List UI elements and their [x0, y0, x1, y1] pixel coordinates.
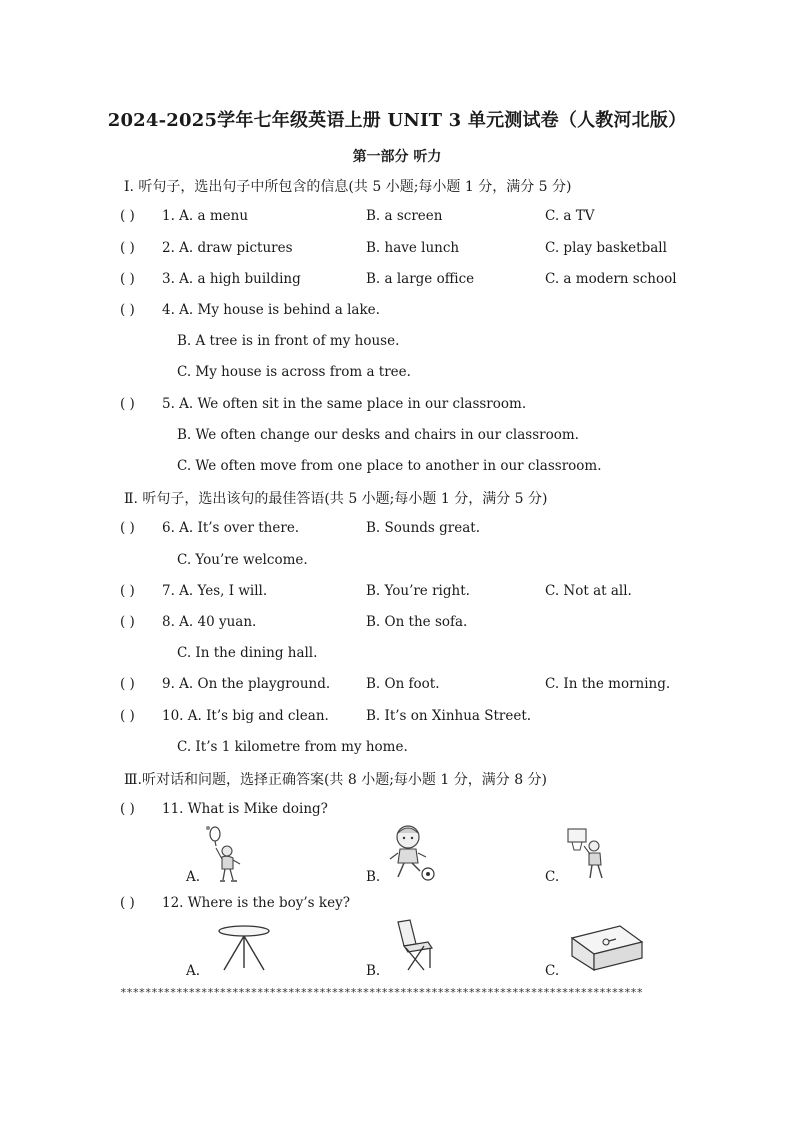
- answer-blank[interactable]: ( ): [120, 208, 135, 224]
- question-text: 3. A. a high building: [162, 271, 301, 287]
- option-b: B. Sounds great.: [366, 520, 480, 536]
- option-c: C. a modern school: [545, 271, 677, 287]
- option-b: B. We often change our desks and chairs in our classroom.: [177, 427, 579, 443]
- option-b: B. a large office: [366, 271, 475, 287]
- question-text: 12. Where is the boy’s key?: [162, 895, 350, 911]
- boy-kicking-ball-icon: [384, 823, 438, 883]
- question-text: 11. What is Mike doing?: [162, 801, 328, 817]
- answer-blank[interactable]: ( ): [120, 801, 135, 817]
- basketball-hoop-icon: [566, 826, 614, 882]
- option-b: B. a screen: [366, 208, 443, 224]
- option-c: C. a TV: [545, 208, 595, 224]
- answer-blank[interactable]: ( ): [120, 895, 135, 911]
- option-b: B. You’re right.: [366, 583, 470, 599]
- section-heading-1: Ⅰ. 听句子，选出句子中所包含的信息(共 5 小题;每小题 1 分，满分 5 分): [124, 179, 572, 195]
- option-b: B. On foot.: [366, 676, 440, 692]
- separator-line: ************************************************************************************: [120, 986, 643, 999]
- option-c: C. It’s 1 kilometre from my home.: [177, 739, 408, 755]
- option-c-label: C.: [545, 963, 560, 979]
- answer-blank[interactable]: ( ): [120, 240, 135, 256]
- option-c: C. You’re welcome.: [177, 552, 308, 568]
- tennis-player-icon: [203, 824, 249, 884]
- option-b: B. A tree is in front of my house.: [177, 333, 400, 349]
- question-text: 2. A. draw pictures: [162, 240, 293, 256]
- option-c: C. In the dining hall.: [177, 645, 318, 661]
- option-c: C. play basketball: [545, 240, 667, 256]
- option-c-label: C.: [545, 869, 560, 885]
- section-heading-2: Ⅱ. 听句子，选出该句的最佳答语(共 5 小题;每小题 1 分，满分 5 分): [124, 491, 548, 507]
- option-b: B. On the sofa.: [366, 614, 468, 630]
- option-b: B. It’s on Xinhua Street.: [366, 708, 532, 724]
- answer-blank[interactable]: ( ): [120, 583, 135, 599]
- option-b-label: B.: [366, 869, 381, 885]
- option-b-label: B.: [366, 963, 381, 979]
- answer-blank[interactable]: ( ): [120, 396, 135, 412]
- answer-blank[interactable]: ( ): [120, 708, 135, 724]
- part-heading: 第一部分 听力: [352, 149, 442, 165]
- open-box-icon: [570, 924, 644, 972]
- option-a-label: A.: [186, 963, 201, 979]
- option-b: B. have lunch: [366, 240, 460, 256]
- answer-blank[interactable]: ( ): [120, 676, 135, 692]
- option-c: C. In the morning.: [545, 676, 671, 692]
- question-text: 7. A. Yes, I will.: [162, 583, 268, 599]
- section-heading-3: Ⅲ.听对话和问题，选择正确答案(共 8 小题;每小题 1 分，满分 8 分): [124, 772, 548, 788]
- answer-blank[interactable]: ( ): [120, 614, 135, 630]
- question-text: 6. A. It’s over there.: [162, 520, 300, 536]
- option-a-label: A.: [186, 869, 201, 885]
- answer-blank[interactable]: ( ): [120, 520, 135, 536]
- option-c: C. My house is across from a tree.: [177, 364, 411, 380]
- answer-blank[interactable]: ( ): [120, 271, 135, 287]
- folding-chair-icon: [394, 918, 440, 974]
- question-text: 8. A. 40 yuan.: [162, 614, 257, 630]
- option-c: C. We often move from one place to another in our classroom.: [177, 458, 602, 474]
- question-text: 9. A. On the playground.: [162, 676, 331, 692]
- answer-blank[interactable]: ( ): [120, 302, 135, 318]
- question-text: 10. A. It’s big and clean.: [162, 708, 329, 724]
- question-text: 1. A. a menu: [162, 208, 249, 224]
- question-text: 4. A. My house is behind a lake.: [162, 302, 380, 318]
- question-text: 5. A. We often sit in the same place in our classroom.: [162, 396, 527, 412]
- page-title: 2024-2025学年七年级英语上册 UNIT 3 单元测试卷（人教河北版）: [107, 110, 687, 131]
- round-table-icon: [216, 922, 272, 972]
- option-c: C. Not at all.: [545, 583, 632, 599]
